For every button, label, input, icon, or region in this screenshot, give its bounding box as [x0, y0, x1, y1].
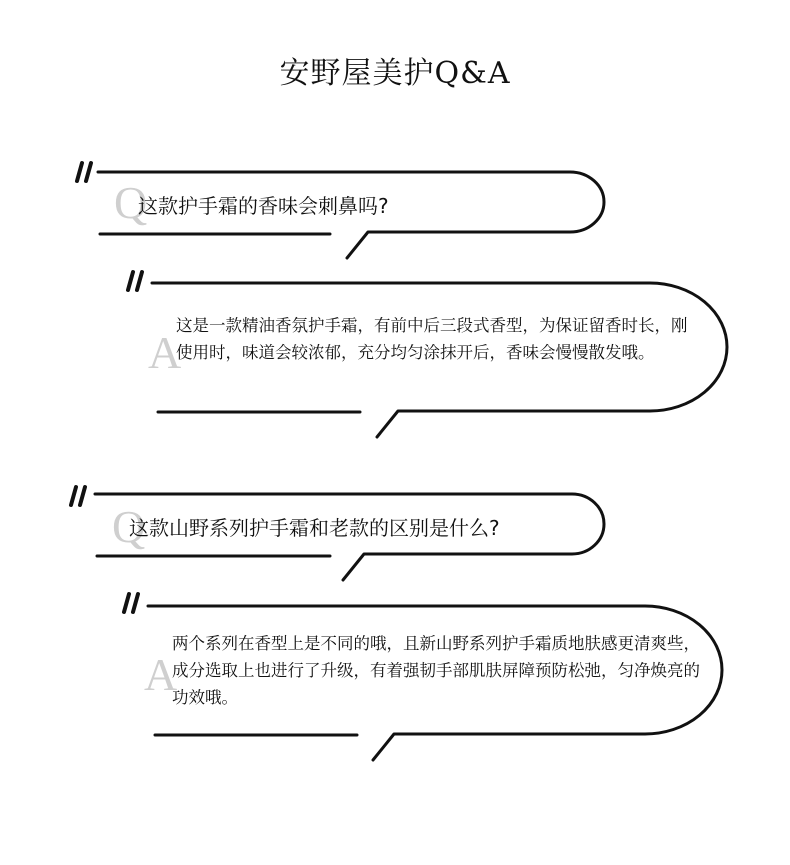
question-letter-2: Q [112, 501, 146, 552]
question-letter-1: Q [114, 177, 148, 228]
answer-text-1: 这是一款精油香氛护手霜，有前中后三段式香型，为保证留香时长，刚使用时，味道会较浓郁，充分均匀涂抹开后，香味会慢慢散发哦。 [176, 316, 688, 362]
page-title: 安野屋美护Q&A [279, 56, 511, 91]
answer-letter-1: A [148, 327, 182, 378]
question-text-2: 这款山野系列护手霜和老款的区别是什么? [129, 516, 500, 540]
question-text-1: 这款护手霜的香味会刺鼻吗? [138, 194, 389, 218]
answer-text-2: 两个系列在香型上是不同的哦，且新山野系列护手霜质地肤感更清爽些，成分选取上也进行了升级，有着强韧手部肌肤屏障预防松弛，匀净焕亮的功效哦。 [172, 634, 700, 707]
answer-letter-2: A [144, 649, 178, 700]
